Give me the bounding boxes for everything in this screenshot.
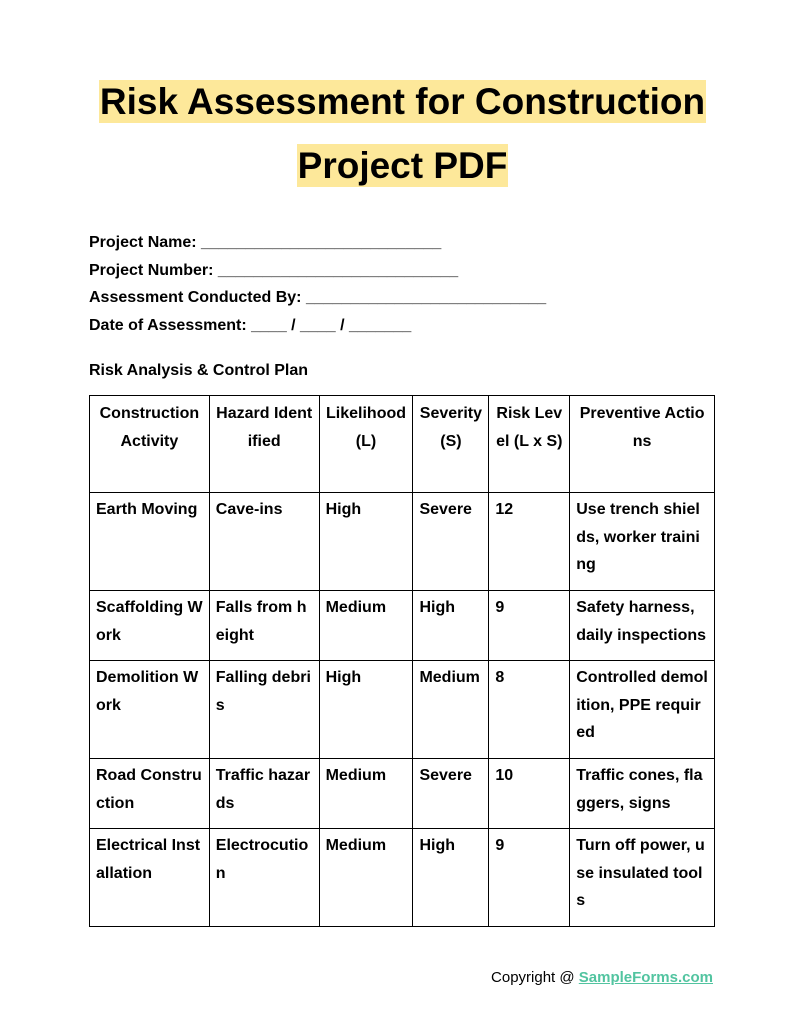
cell-risk-level: 9 xyxy=(489,829,570,927)
header-preventive-actions: Preventive Actions xyxy=(570,396,715,493)
project-name-field[interactable]: Project Name: ___________________________ xyxy=(89,234,442,251)
title-line-1: Risk Assessment for Construction xyxy=(99,81,706,122)
title-line-2: Project PDF xyxy=(297,145,508,186)
cell-risk-level: 8 xyxy=(489,661,570,759)
project-number-field[interactable]: Project Number: ___________________________ xyxy=(89,261,459,279)
cell-preventive-actions: Turn off power, use insulated tools xyxy=(570,829,715,927)
date-of-assessment-field[interactable]: Date of Assessment: ____ / ____ / _______ xyxy=(89,317,412,335)
cell-activity: Demolition Work xyxy=(90,661,210,759)
table-row xyxy=(90,661,715,759)
cell-likelihood: Medium xyxy=(319,829,413,927)
header-hazard-identified: Hazard Identified xyxy=(209,396,319,493)
cell-hazard: Cave-ins xyxy=(209,493,319,591)
table-row xyxy=(90,493,715,591)
cell-severity: Severe xyxy=(413,759,489,829)
cell-activity: Earth Moving xyxy=(90,493,210,591)
table-row xyxy=(90,829,715,927)
header-likelihood: Likelihood (L) xyxy=(319,396,413,493)
cell-preventive-actions: Traffic cones, flaggers, signs xyxy=(570,759,715,829)
cell-hazard: Traffic hazards xyxy=(209,759,319,829)
cell-preventive-actions: Controlled demolition, PPE required xyxy=(570,661,715,759)
cell-hazard: Falling debris xyxy=(209,661,319,759)
footer xyxy=(491,969,713,986)
assessment-conducted-by-field[interactable]: Assessment Conducted By: ___________________________ xyxy=(89,289,547,307)
brand-link[interactable]: SampleForms.com xyxy=(578,969,713,986)
cell-likelihood: High xyxy=(319,661,413,759)
cell-activity: Road Construction xyxy=(90,759,210,829)
copyright-text: Copyright @ xyxy=(491,969,579,986)
cell-preventive-actions: Safety harness, daily inspections xyxy=(570,591,715,661)
risk-table xyxy=(89,395,715,927)
cell-severity: High xyxy=(413,829,489,927)
cell-likelihood: High xyxy=(319,493,413,591)
header-risk-level: Risk Level (L x S) xyxy=(489,396,570,493)
cell-preventive-actions: Use trench shields, worker training xyxy=(570,493,715,591)
cell-activity: Electrical Installation xyxy=(90,829,210,927)
form-fields xyxy=(89,231,546,342)
cell-severity: Severe xyxy=(413,493,489,591)
table-row xyxy=(90,591,715,661)
cell-risk-level: 10 xyxy=(489,759,570,829)
cell-risk-level: 12 xyxy=(489,493,570,591)
cell-likelihood: Medium xyxy=(319,591,413,661)
cell-risk-level: 9 xyxy=(489,591,570,661)
cell-hazard: Electrocution xyxy=(209,829,319,927)
cell-hazard: Falls from height xyxy=(209,591,319,661)
header-construction-activity: Construction Activity xyxy=(90,396,210,493)
cell-likelihood: Medium xyxy=(319,759,413,829)
section-title: Risk Analysis & Control Plan xyxy=(89,362,309,379)
table-header-row xyxy=(90,396,715,493)
cell-severity: High xyxy=(413,591,489,661)
header-severity: Severity (S) xyxy=(413,396,489,493)
cell-severity: Medium xyxy=(413,661,489,759)
cell-activity: Scaffolding Work xyxy=(90,591,210,661)
table-row xyxy=(90,759,715,829)
document-title xyxy=(60,80,745,208)
